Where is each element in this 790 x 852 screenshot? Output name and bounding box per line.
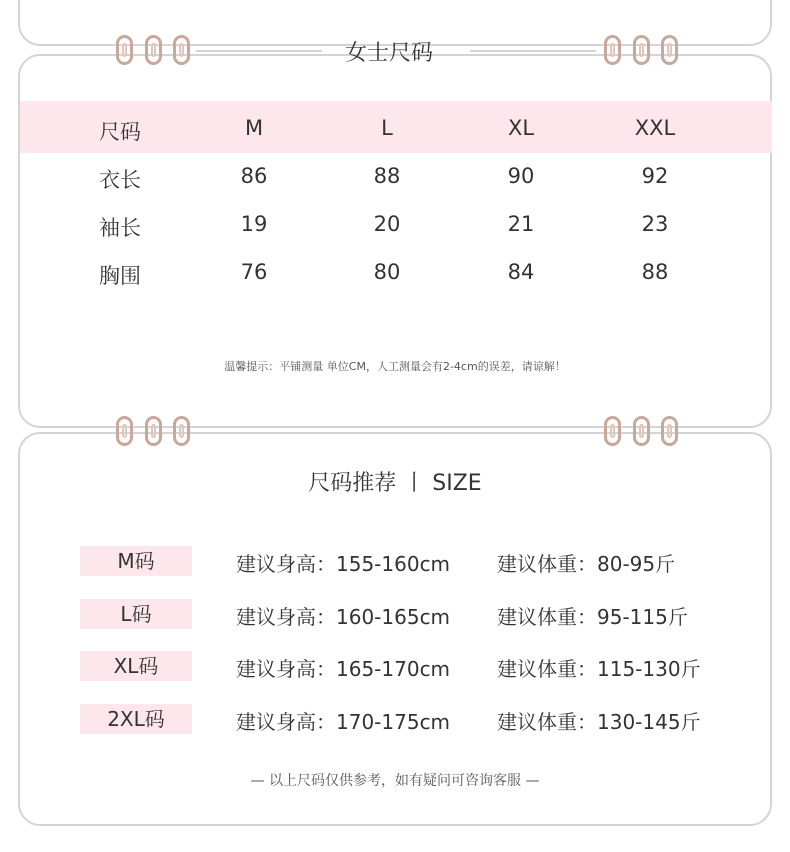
title-divider-right — [470, 50, 596, 52]
size-badge: L码 — [80, 599, 192, 629]
header-l: L — [381, 116, 393, 140]
height-recommendation: 建议身高：160-165cm — [236, 605, 451, 629]
table-cell: 88 — [373, 164, 401, 188]
table-cell: 23 — [641, 212, 669, 236]
table-cell: 80 — [373, 260, 401, 284]
binder-rings-icon — [116, 416, 190, 450]
table-cell: 19 — [240, 212, 268, 236]
weight-recommendation: 建议体重：130-145斤 — [497, 710, 701, 734]
table-cell: 84 — [507, 260, 535, 284]
table-cell: 20 — [373, 212, 401, 236]
header-xl: XL — [507, 116, 535, 140]
table-cell: 76 — [240, 260, 268, 284]
height-recommendation: 建议身高：170-175cm — [236, 710, 451, 734]
row-label-length: 衣长 — [99, 168, 141, 192]
weight-recommendation: 建议体重：95-115斤 — [497, 605, 688, 629]
recommend-title: 尺码推荐 丨 SIZE — [308, 471, 482, 496]
height-recommendation: 建议身高：165-170cm — [236, 657, 451, 681]
row-label-chest: 胸围 — [99, 264, 141, 288]
size-badge: M码 — [80, 546, 192, 576]
binder-rings-icon — [604, 35, 678, 69]
table-cell: 92 — [641, 164, 669, 188]
size-table-title: 女士尺码 — [345, 41, 434, 66]
title-divider-left — [196, 50, 322, 52]
table-cell: 90 — [507, 164, 535, 188]
table-cell: 86 — [240, 164, 268, 188]
row-label-sleeve: 袖长 — [99, 216, 141, 240]
weight-recommendation: 建议体重：80-95斤 — [497, 552, 676, 576]
binder-rings-icon — [116, 35, 190, 69]
size-badge: XL码 — [80, 651, 192, 681]
weight-recommendation: 建议体重：115-130斤 — [497, 657, 701, 681]
measurement-note: 温馨提示：平铺测量 单位CM，人工测量会有2-4cm的误差，请谅解！ — [224, 360, 566, 373]
table-cell: 21 — [507, 212, 535, 236]
reference-footer: — 以上尺码仅供参考，如有疑问可咨询客服 — — [250, 773, 540, 789]
header-xxl: XXL — [634, 116, 676, 140]
header-m: M — [244, 116, 264, 140]
size-badge: 2XL码 — [80, 704, 192, 734]
header-size-label: 尺码 — [99, 120, 141, 144]
binder-rings-icon — [604, 416, 678, 450]
height-recommendation: 建议身高：155-160cm — [236, 552, 451, 576]
table-cell: 88 — [641, 260, 669, 284]
